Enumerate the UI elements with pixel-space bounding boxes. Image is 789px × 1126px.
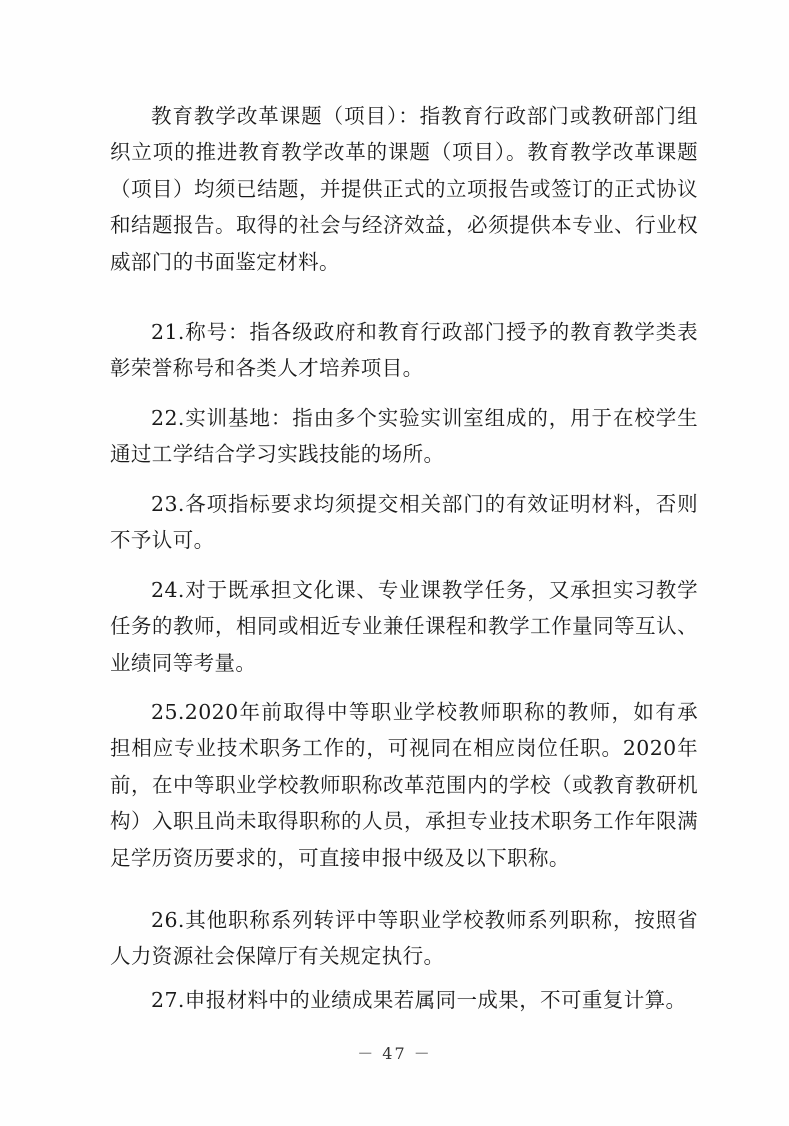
paragraph-25-before-2020: 25.2020年前取得中等职业学校教师职称的教师，如有承担相应专业技术职务工作的，可视同在相应岗位任职。2020年前，在中等职业学校教师职称改革范围内的学校（或教育教研机构）入职且尚未取得职称的人员，承担专业技术职务工作年限满足学历资历要求的，可直接申报中级及以下职称。 [110,700,698,870]
paragraph-27-no-duplicate: 27.申报材料中的业绩成果若属同一成果，不可重复计算。 [151,988,687,1012]
paragraph-22-training-base: 22.实训基地：指由多个实验实训室组成的，用于在校学生通过工学结合学习实践技能的场所。 [110,406,698,467]
paragraph-26-transfer: 26.其他职称系列转评中等职业学校教师系列职称，按照省人力资源社会保障厅有关规定执行。 [110,908,698,969]
paragraph-reform-projects: 教育教学改革课题（项目）：指教育行政部门或教研部门组织立项的推进教育教学改革的课题（项目）。教育教学改革课题（项目）均须已结题，并提供正式的立项报告或签订的正式协议和结题报告。取得的社会与经济效益，必须提供本专业、行业权威部门的书面鉴定材料。 [110,104,698,274]
paragraph-23-evidence: 23.各项指标要求均须提交相关部门的有效证明材料，否则不予认可。 [110,492,698,553]
paragraph-24-dual-teachers: 24.对于既承担文化课、专业课教学任务，又承担实习教学任务的教师，相同或相近专业兼任课程和教学工作量同等互认、业绩同等考量。 [110,578,698,675]
paragraph-21-honors: 21.称号：指各级政府和教育行政部门授予的教育教学类表彰荣誉称号和各类人才培养项目。 [110,320,698,381]
page-number: － 47 － [357,1044,432,1063]
